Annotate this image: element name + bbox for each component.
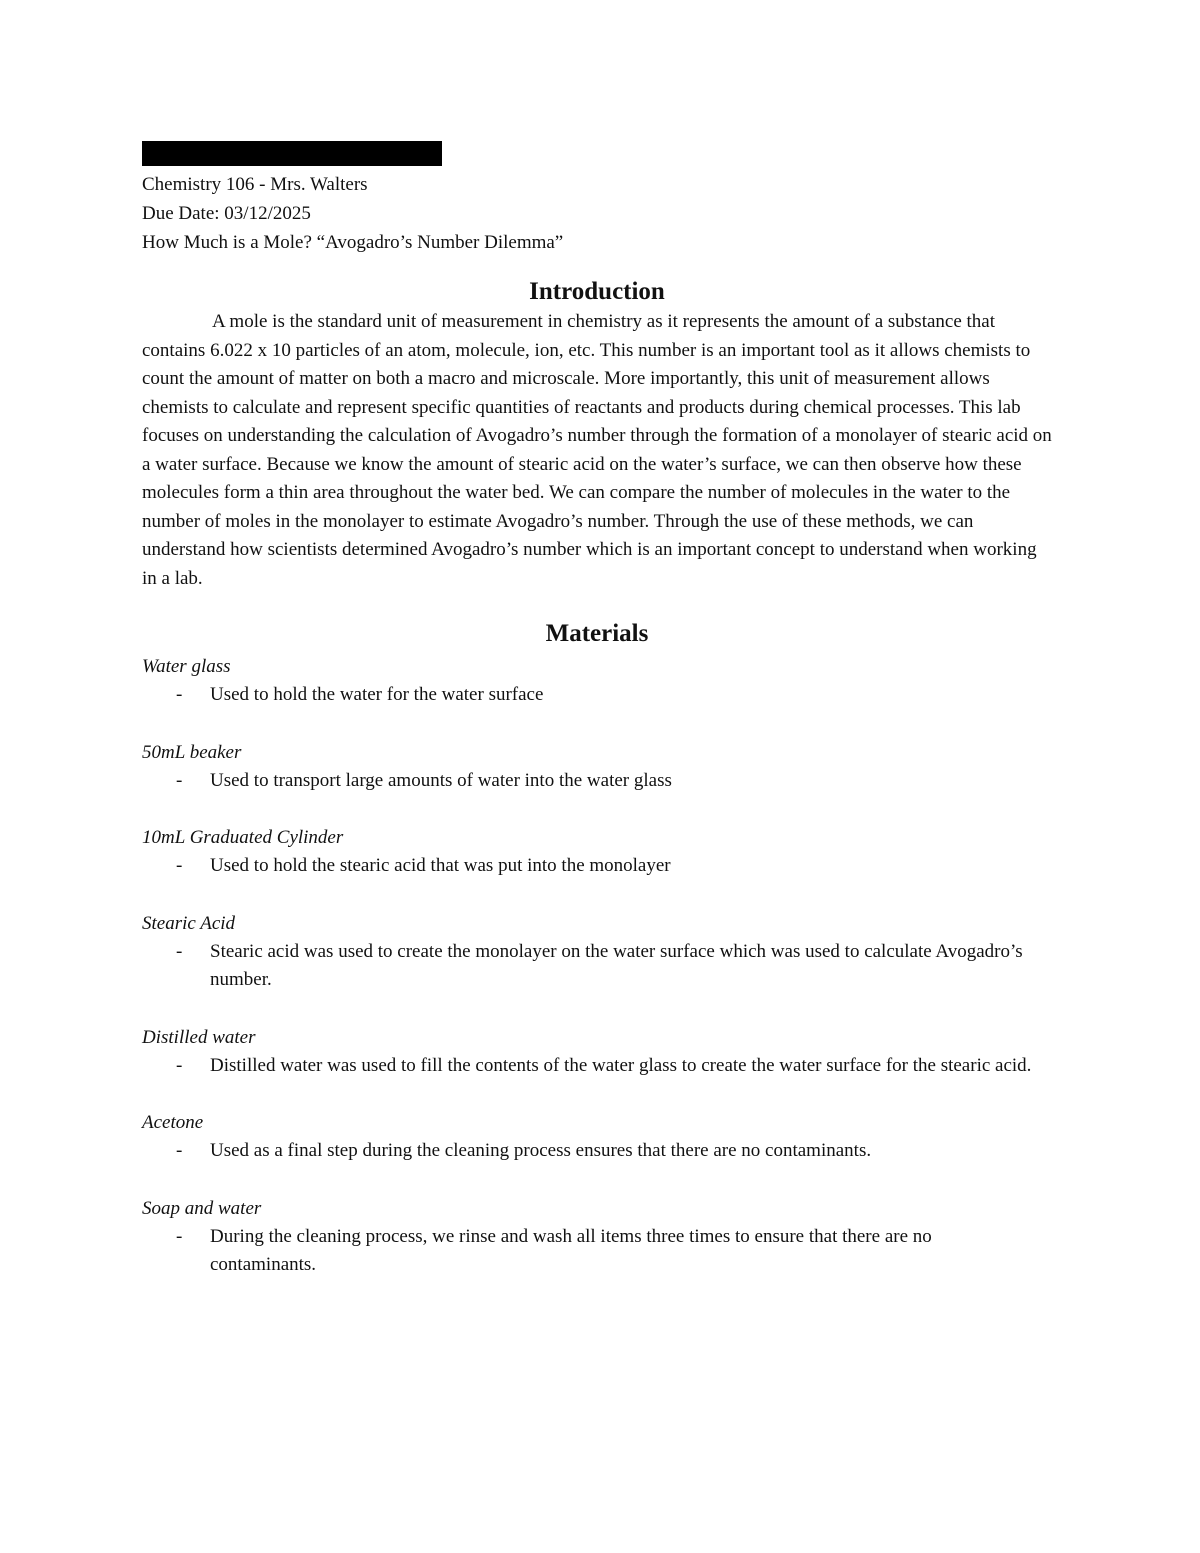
list-dash: -	[176, 855, 183, 876]
material-description: Used to transport large amounts of water into the water glass	[210, 769, 672, 791]
material-description-row	[142, 938, 1052, 995]
lab-title-line: How Much is a Mole? “Avogadro’s Number Dilemma”	[142, 232, 564, 253]
material-description-row	[142, 681, 1052, 710]
material-item	[142, 652, 1052, 710]
list-dash: -	[176, 1225, 183, 1247]
material-description: During the cleaning process, we rinse and wash all items three times to ensure that there are no contaminants.	[210, 1225, 932, 1275]
document-page	[142, 141, 1052, 1308]
list-dash: -	[176, 684, 183, 705]
material-name: 10mL Graduated Cylinder	[142, 827, 344, 848]
material-item	[142, 738, 1052, 796]
list-dash: -	[176, 1140, 183, 1161]
material-name: Soap and water	[142, 1197, 262, 1219]
due-date-line: Due Date: 03/12/2025	[142, 203, 311, 224]
material-item	[142, 823, 1052, 881]
material-description-row	[142, 1052, 1052, 1081]
list-dash: -	[176, 769, 183, 791]
material-description: Used to hold the water for the water surface	[210, 684, 544, 705]
materials-heading: Materials	[545, 620, 649, 647]
material-description: Used to hold the stearic acid that was put into the monolayer	[210, 855, 671, 876]
list-dash: -	[176, 1054, 183, 1076]
material-name: Water glass	[142, 656, 231, 677]
redacted-name-bar	[142, 141, 442, 166]
material-description: Stearic acid was used to create the monolayer on the water surface which was used to calculate Avogadro’s number.	[210, 940, 1023, 990]
material-item	[142, 1023, 1052, 1081]
material-name: Distilled water	[142, 1026, 256, 1048]
material-name: Acetone	[142, 1112, 204, 1133]
material-description: Used as a final step during the cleaning process ensures that there are no contaminants.	[210, 1140, 872, 1161]
material-item	[142, 909, 1052, 995]
introduction-heading: Introduction	[529, 278, 665, 305]
material-item	[142, 1108, 1052, 1166]
material-name: 50mL beaker	[142, 741, 242, 763]
material-item	[142, 1194, 1052, 1280]
course-line: Chemistry 106 - Mrs. Walters	[142, 174, 368, 195]
material-description-row	[142, 1137, 1052, 1166]
introduction-paragraph: A mole is the standard unit of measurement in chemistry as it represents the amount of a substance that contains 6.022 x 10 particles of an atom, molecule, ion, etc. This number is an important tool as it allows chemists to count the amount of matter on both a macro and microscale. More importantly, this unit of measurement allows chemists to calculate and represent specific quantities of reactants and products during chemical processes. This lab focuses on understanding the calculation of Avogadro’s number through the formation of a monolayer of stearic acid on a water surface. Because we know the amount of stearic acid on the water’s surface, we can then observe how these molecules form a thin area throughout the water bed. We can compare the number of molecules in the water to the number of moles in the monolayer to estimate Avogadro’s number. Through the use of these methods, we can understand how scientists determined Avogadro’s number which is an important concept to understand when working in a lab.	[142, 311, 1052, 589]
list-dash: -	[176, 940, 183, 962]
material-name: Stearic Acid	[142, 912, 236, 934]
material-description-row	[142, 852, 1052, 881]
material-description-row	[142, 767, 1052, 796]
material-description-row	[142, 1223, 1052, 1280]
material-description: Distilled water was used to fill the contents of the water glass to create the water surface for the stearic acid.	[210, 1054, 1032, 1076]
